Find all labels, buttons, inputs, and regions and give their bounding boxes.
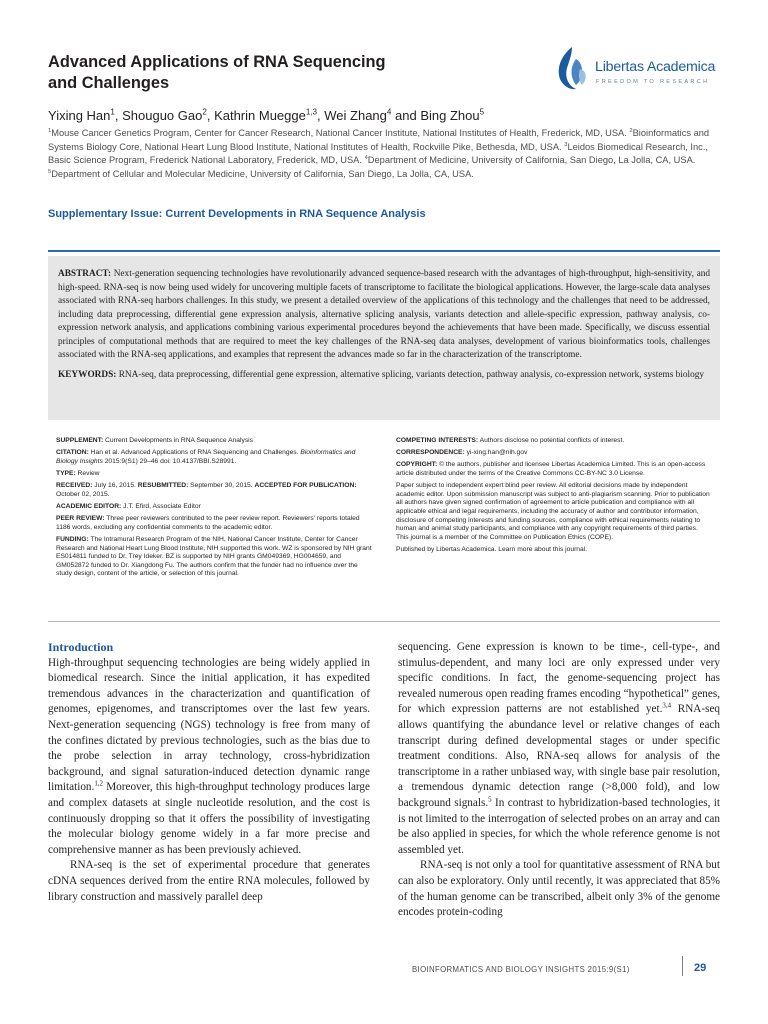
flame-logo-icon	[550, 45, 594, 93]
author-affil-sup: 4	[386, 107, 392, 117]
author-sep: ,	[317, 108, 325, 123]
body-paragraph: RNA-seq is the set of experimental procedure that generates cDNA sequences derived from the entire RNA molecules, followed by library construction and massively parallel deep	[48, 859, 370, 903]
author-name: Kathrin Muegge	[214, 108, 306, 123]
body-text: RNA-seq allows quantifying the abundance level or relative changes of each transcript during defined developmental stages or under specific treatment conditions. Also, RNA-seq allows for analysis of the transcriptome in a rather unbiased way, with single base pair resolution, a tremendous dynamic detection range (>8,000 fold), and low background signals.	[398, 703, 720, 809]
page-number: 29	[694, 962, 707, 974]
title-line-2: and Challenges	[48, 74, 170, 92]
affil-text: Department of Medicine, University of California, San Diego, La Jolla, CA, USA.	[367, 155, 696, 166]
libertas-academica-logo[interactable]	[550, 45, 725, 95]
affil-sup: 1	[48, 127, 52, 134]
meta-label: ACCEPTED FOR PUBLICATION:	[254, 482, 357, 490]
metadata-divider	[48, 621, 720, 622]
meta-value: J.T. Efird, Associate Editor	[121, 502, 201, 510]
article-metadata-left	[56, 437, 372, 582]
supplementary-issue-heading: Supplementary Issue: Current Developments in RNA Sequence Analysis	[48, 208, 426, 220]
reference-sup: 3,4	[662, 701, 672, 710]
meta-published-by: Published by Libertas Academica. Learn more about this journal.	[396, 545, 588, 553]
meta-label: PEER REVIEW:	[56, 515, 105, 523]
header-divider	[48, 250, 720, 252]
author-list	[48, 107, 728, 124]
affil-text: Mouse Cancer Genetics Program, Center for Cancer Research, National Cancer Institute, National Institutes of Health, Frederick, MD, USA.	[51, 128, 630, 138]
author-affil-sup: 2	[202, 107, 207, 117]
body-text: High-throughput sequencing technologies are being widely applied in biomedical research. Since the initial application, it has expedited tremendous advances in the characterization and quantification of genomes, epigenomes, and transcriptomes over the last few years. Next-generation sequencing (NGS) technology is free from many of the confines dictated by previous technologies, such as the bias due to the probe selection in array technology, cross-hybridization background, and signal saturation-induced detection dynamic range limitation.	[48, 656, 370, 794]
meta-value: September 30, 2015.	[188, 482, 255, 490]
abstract-text: Next-generation sequencing technologies have revolutionarily advanced sequence-based research with the advantages of high-throughput, high-sensitivity, and high-speed. RNA-seq is now being used widely for uncovering multiple facets of transcriptome to facilitate the biological applications. However, the large-scale data analyses associated with RNA-seq harbors challenges. In this study, we present a detailed overview of the applications of this technology and the challenges that need to be addressed, including data preprocessing, differential gene expression analysis, alternative splicing analysis, variants detection and allele-specific expression, pathway analysis, co-expression network analysis, and applications combining various experimental procedures beyond the achievements that have been made. Specifically, we discuss essential principles of computational methods that are required to meet the key challenges of the RNA-seq data analyses, development of various bioinformatics tools, challenges associated with the RNA-seq applications, and examples that represent the advances made so far in the characterization of the transcriptome.	[58, 269, 710, 360]
meta-review-policy: Paper subject to independent expert blind peer review. All editorial decisions made by independent academic editor. Upon submission manuscript was subject to anti-plagiarism scanning. Prior to publication all authors have given signed confirmation of agreement to article publication and compliance with all applicable ethical and legal requirements, including the accuracy of author and contributor information, disclosure of competing interests and funding sources, compliance with ethical requirements relating to human and animal study participants, and compliance with any copyright requirements of third parties. This journal is a member of the Committee on Publication Ethics (COPE).	[396, 482, 710, 541]
keywords-paragraph	[58, 369, 710, 383]
body-column-left	[48, 640, 370, 905]
meta-copyright	[396, 461, 712, 478]
section-heading-introduction: Introduction	[48, 640, 114, 654]
body-paragraph	[48, 656, 370, 859]
article-metadata-right	[396, 437, 712, 558]
affil-sup: 5	[48, 168, 52, 175]
reference-sup: 1,2	[94, 779, 103, 788]
affil-text: Department of Cellular and Molecular Medicine, University of California, San Diego, La Jolla, CA, USA.	[51, 168, 474, 179]
keywords-text: RNA-seq, data preprocessing, differential gene expression, alternative splicing, variants detection, pathway analysis, co-expression network, systems biology	[116, 369, 705, 380]
meta-value: July 16, 2015.	[92, 482, 138, 490]
meta-citation	[56, 449, 372, 466]
meta-label: COMPETING INTERESTS:	[396, 437, 479, 444]
meta-value: The Intramural Research Program of the NIH, National Cancer Institute, Center for Cancer Research and National Heart Lung Blood Institute, NIH supported this work. WZ is sponsored by NIH grant ES014811 funded to Dr. Trey Ideker. BZ is supported by NIH grants GM049369, HG004659, and GM052872 funded to Dr. Xiangdong Fu. The authors confirm that the funder had no influence over the study design, content of the article, or selection of this journal.	[56, 535, 372, 578]
meta-value: Authors disclose no potential conflicts of interest.	[478, 437, 625, 444]
meta-label: CITATION:	[56, 449, 89, 457]
affil-text: Bioinformatics and Systems Biology Core, National Heart Lung Blood Institute, National Institutes of Health, Rockville Pike, Bethesda, MD, USA.	[48, 128, 710, 152]
author-sep: ,	[206, 108, 215, 123]
meta-label: COPYRIGHT:	[396, 461, 438, 469]
logo-tagline: FREEDOM TO RESEARCH	[596, 79, 710, 85]
correspondence-email-link[interactable]: yi-xing.han@nih.gov	[464, 449, 528, 457]
author-sep: ,	[114, 108, 123, 123]
affil-sup: 3	[564, 141, 568, 148]
meta-type	[56, 470, 372, 479]
abstract-paragraph	[58, 268, 710, 363]
abstract-box	[48, 256, 720, 420]
author-sep: and	[391, 108, 421, 123]
author-affil-sup: 1	[110, 107, 115, 117]
logo-name: Libertas Academica	[595, 59, 716, 75]
keywords-label: KEYWORDS:	[58, 369, 117, 380]
title-line-1: Advanced Applications of RNA Sequencing	[48, 53, 386, 71]
affil-sup: 4	[364, 155, 368, 162]
meta-value: Review	[75, 469, 100, 477]
meta-value: Han et al. Advanced Applications of RNA Sequencing and Challenges.	[88, 449, 301, 457]
meta-label: RESUBMITTED:	[137, 482, 189, 490]
meta-supplement	[56, 437, 372, 446]
reference-sup: 5	[488, 795, 492, 804]
body-paragraph: RNA-seq is not only a tool for quantitative assessment of RNA but can also be exploratory. Only until recently, it was appreciated that 85% of the human genome can be transcribed, albeit only 3% of the genome encodes protein-coding	[398, 859, 720, 919]
author-name: Yixing Han	[48, 108, 111, 123]
meta-value: 2015:9(S1) 29–46 doi: 10.4137/BBI.S28991.	[102, 457, 237, 465]
meta-correspondence	[396, 449, 712, 458]
meta-dates	[56, 482, 372, 499]
meta-label: FUNDING:	[56, 535, 89, 543]
meta-value: Current Developments in RNA Sequence Analysis	[103, 437, 253, 444]
body-text: In contrast to hybridization-based technologies, it is not limited to the interrogation of selected probes on an array and can be also applied in species, for which the whole reference genome is not assembled yet.	[398, 796, 721, 856]
meta-value: © the authors, publisher and licensee Libertas Academica Limited. This is an open-access article distributed under the terms of the Creative Commons CC-BY-NC 3.0 License.	[396, 461, 706, 477]
body-text: sequencing. Gene expression is known to be time-, cell-type-, and stimulus-dependent, and many loci are only expressed under very specific conditions. In fact, the genome-sequencing project has revealed numerous open reading frames encoding “hypothetical” genes, for which expression patterns are not established yet.	[398, 641, 720, 716]
abstract-label: ABSTRACT:	[58, 269, 112, 279]
meta-label: RECEIVED:	[56, 482, 93, 490]
meta-label: CORRESPONDENCE:	[396, 449, 465, 457]
meta-competing	[396, 437, 712, 446]
meta-value: October 02, 2015.	[56, 490, 110, 498]
meta-funding	[56, 536, 372, 579]
meta-editor	[56, 503, 372, 512]
article-title	[48, 52, 468, 94]
affil-sup: 2	[629, 127, 633, 134]
affil-text: Leidos Biomedical Research, Inc., Basic Science Program, Frederick National Laboratory, Frederick, MD, USA.	[48, 141, 708, 166]
body-paragraph	[398, 640, 720, 858]
meta-label: TYPE:	[56, 469, 76, 477]
body-text: Moreover, this high-throughput technology produces large and complex datasets at single nucleotide resolution, and the cost is continuously dropping so that it offers the possibility of investigating the molecular biology genome widely in a far more precise and comprehensive manner as has been previously achieved.	[48, 781, 370, 856]
footer-journal-name: BIOINFORMATICS AND BIOLOGY INSIGHTS 2015:9(S1)	[412, 965, 630, 974]
meta-label: ACADEMIC EDITOR:	[56, 502, 122, 510]
footer-divider	[682, 956, 683, 976]
author-affil-sup: 1,3	[305, 107, 318, 117]
meta-label: SUPPLEMENT:	[56, 437, 104, 444]
meta-value: Three peer reviewers contributed to the peer review report. Reviewers' reports totaled 1186 words, excluding any confidential comments to the academic editor.	[56, 515, 360, 531]
meta-peer-review	[56, 515, 372, 532]
body-column-right	[398, 640, 720, 921]
citation-journal: Bioinformatics and Biology Insights	[56, 449, 356, 465]
author-name: Shouguo Gao	[122, 108, 203, 123]
author-name: Wei Zhang	[324, 108, 387, 123]
affiliations	[48, 127, 720, 181]
author-affil-sup: 5	[479, 107, 485, 117]
author-name: Bing Zhou	[420, 108, 480, 123]
